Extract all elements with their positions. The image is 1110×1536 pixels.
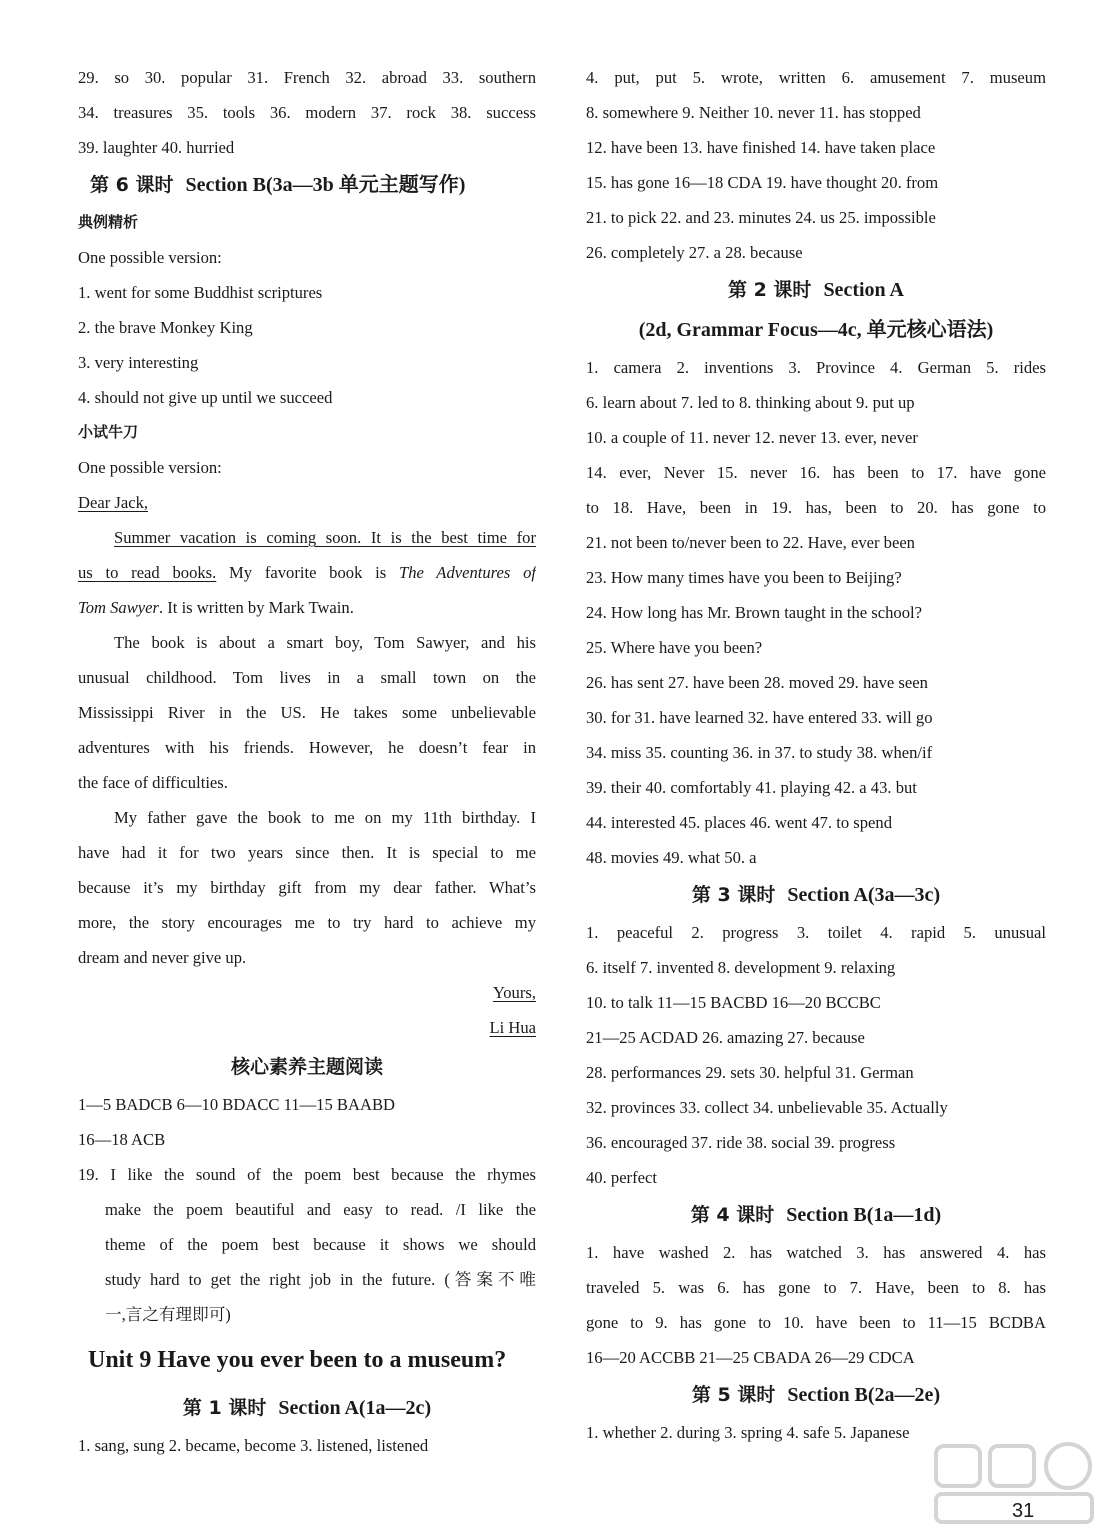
letter-line: adventures with his friends. However, he doesn’t fear in [78, 738, 536, 757]
lesson-number: 第 2 课时 [727, 279, 812, 301]
answer-line: 1. went for some Buddhist scriptures [78, 283, 323, 302]
answer-line: 24. How long has Mr. Brown taught in the school? [586, 603, 922, 622]
left-column [78, 60, 536, 1463]
letter-line: have had it for two years since then. It is special to me [78, 843, 536, 862]
answer-line: 1. have washed 2. has watched 3. has answered 4. has [586, 1243, 1046, 1262]
answer-line: 39. their 40. comfortably 41. playing 42. a 43. but [586, 778, 917, 797]
letter-topic-sentence-end: us to read books. [78, 563, 217, 582]
lesson-number: 第 6 课时 [90, 174, 174, 196]
letter-line: because it’s my birthday gift from my dear father. What’s [78, 878, 536, 897]
subheading-example-analysis: 典例精析 [78, 213, 139, 231]
answer-line: 2. the brave Monkey King [78, 318, 253, 337]
lesson-number: 第 5 课时 [691, 1384, 776, 1406]
letter-line: the face of difficulties. [78, 773, 228, 792]
answer-line: 32. provinces 33. collect 34. unbelievable 35. Actually [586, 1098, 948, 1117]
answer-line: 10. a couple of 11. never 12. never 13. ever, never [586, 428, 918, 447]
answer-line: 12. have been 13. have finished 14. have taken place [586, 138, 936, 157]
lesson-4-heading [586, 1195, 1046, 1235]
answer-line: 25. Where have you been? [586, 638, 763, 657]
letter-line: The book is about a smart boy, Tom Sawyer, and his [114, 633, 536, 652]
lesson-title: Section B(3a—3b 单元主题写作) [185, 174, 466, 196]
answer-line: 30. for 31. have learned 32. have entered 33. will go [586, 708, 933, 727]
answer-line: 14. ever, Never 15. never 16. has been to 17. have gone [586, 463, 1046, 482]
version-label: One possible version: [78, 458, 222, 477]
answer-line: make the poem beautiful and easy to read. /I like the [105, 1200, 536, 1219]
answer-line: 21. to pick 22. and 23. minutes 24. us 25. impossible [586, 208, 936, 227]
answer-line: 26. completely 27. a 28. because [586, 243, 803, 262]
answer-line: 26. has sent 27. have been 28. moved 29. have seen [586, 673, 928, 692]
letter-line: My father gave the book to me on my 11th birthday. I [114, 808, 536, 827]
lesson-title: Section B(2a—2e) [787, 1384, 941, 1406]
lesson-1-heading [78, 1388, 536, 1428]
letter-text: My favorite book is [229, 563, 387, 582]
answer-line: theme of the poem best because it shows we should [105, 1235, 536, 1254]
answer-line: 34. treasures 35. tools 36. modern 37. rock 38. success [78, 103, 536, 122]
lesson-6-heading [78, 165, 536, 205]
letter-line: Mississippi River in the US. He takes some unbelievable [78, 703, 536, 722]
answer-line: 1. whether 2. during 3. spring 4. safe 5. Japanese [586, 1423, 910, 1442]
letter-text: . It is written by Mark Twain. [158, 598, 354, 617]
lesson-title: Section A [823, 279, 904, 301]
lesson-number: 第 3 课时 [691, 884, 776, 906]
answer-line: 40. perfect [586, 1168, 657, 1187]
lesson-2-heading [586, 270, 1046, 310]
lesson-number: 第 4 课时 [690, 1204, 775, 1226]
answer-line: 21. not been to/never been to 22. Have, ever been [586, 533, 915, 552]
lesson-title: Section A(1a—2c) [278, 1397, 432, 1419]
subheading-practice: 小试牛刀 [78, 423, 139, 441]
answer-line: 15. has gone 16—18 CDA 19. have thought 20. from [586, 173, 939, 192]
page-number: 31 [1012, 1500, 1035, 1522]
answer-line: 16—20 ACCBB 21—25 CBADA 26—29 CDCA [586, 1348, 915, 1367]
answer-line: 1. peaceful 2. progress 3. toilet 4. rapid 5. unusual [586, 923, 1046, 942]
letter-closing: Yours, [492, 983, 536, 1002]
reading-section-title: 核心素养主题阅读 [230, 1056, 383, 1078]
answer-line: 4. put, put 5. wrote, written 6. amusement 7. museum [586, 68, 1046, 87]
answer-line: study hard to get the right job in the future. (答案不唯 [105, 1270, 536, 1289]
letter-signature: Li Hua [489, 1018, 536, 1037]
letter-line: more, the story encourages me to try hard to achieve my [78, 913, 536, 932]
answer-line: 29. so 30. popular 31. French 32. abroad 33. southern [78, 68, 536, 87]
answer-line: 23. How many times have you been to Beijing? [586, 568, 902, 587]
answer-line: 34. miss 35. counting 36. in 37. to study 38. when/if [586, 743, 933, 762]
sample-letter [78, 485, 536, 1045]
answer-line: traveled 5. was 6. has gone to 7. Have, been to 8. has [586, 1278, 1046, 1297]
answer-line: 4. should not give up until we succeed [78, 388, 333, 407]
answer-line: 16—18 ACB [78, 1130, 166, 1149]
lesson-3-heading [586, 875, 1046, 915]
letter-topic-sentence: Summer vacation is coming soon. It is the best time for [114, 528, 536, 547]
answer-line: 48. movies 49. what 50. a [586, 848, 757, 867]
book-title: The Adventures of [398, 563, 536, 582]
right-column [586, 60, 1046, 1450]
lesson-title: Section A(3a—3c) [787, 884, 941, 906]
answer-line: 1. camera 2. inventions 3. Province 4. German 5. rides [586, 358, 1046, 377]
unit-title: Unit 9 Have you ever been to a museum? [88, 1347, 507, 1373]
answer-line: 28. performances 29. sets 30. helpful 31. German [586, 1063, 914, 1082]
answer-line: to 18. Have, been in 19. has, been to 20. has gone to [586, 498, 1046, 517]
answer-line: 6. itself 7. invented 8. development 9. relaxing [586, 958, 896, 977]
answer-line: 6. learn about 7. led to 8. thinking about 9. put up [586, 393, 915, 412]
lesson-number: 第 1 课时 [182, 1397, 267, 1419]
lesson-title: Section B(1a—1d) [786, 1204, 942, 1226]
answer-line: 10. to talk 11—15 BACBD 16—20 BCCBC [586, 993, 881, 1012]
letter-line: dream and never give up. [78, 948, 247, 967]
answer-line: 8. somewhere 9. Neither 10. never 11. has stopped [586, 103, 921, 122]
letter-line: unusual childhood. Tom lives in a small town on the [78, 668, 536, 687]
answer-line: 36. encouraged 37. ride 38. social 39. progress [586, 1133, 896, 1152]
book-title-cont: Tom Sawyer [78, 598, 159, 617]
answer-line: 1—5 BADCB 6—10 BDACC 11—15 BAABD [78, 1095, 396, 1114]
answer-line: 44. interested 45. places 46. went 47. to spend [586, 813, 892, 832]
version-label: One possible version: [78, 248, 222, 267]
answer-line: gone to 9. has gone to 10. have been to 11—15 BCDBA [586, 1313, 1046, 1332]
letter-greeting: Dear Jack, [78, 493, 149, 512]
lesson-5-heading [586, 1375, 1046, 1415]
answer-line: 1. sang, sung 2. became, become 3. listened, listened [78, 1436, 429, 1455]
answer-line: 21—25 ACDAD 26. amazing 27. because [586, 1028, 865, 1047]
lesson-2-subheading: (2d, Grammar Focus—4c, 单元核心语法) [638, 319, 994, 341]
answer-line: 19. I like the sound of the poem best because the rhymes [78, 1165, 536, 1184]
answer-line: 一,言之有理即可) [105, 1305, 231, 1324]
answer-line: 3. very interesting [78, 353, 199, 372]
answer-line: 39. laughter 40. hurried [78, 138, 235, 157]
